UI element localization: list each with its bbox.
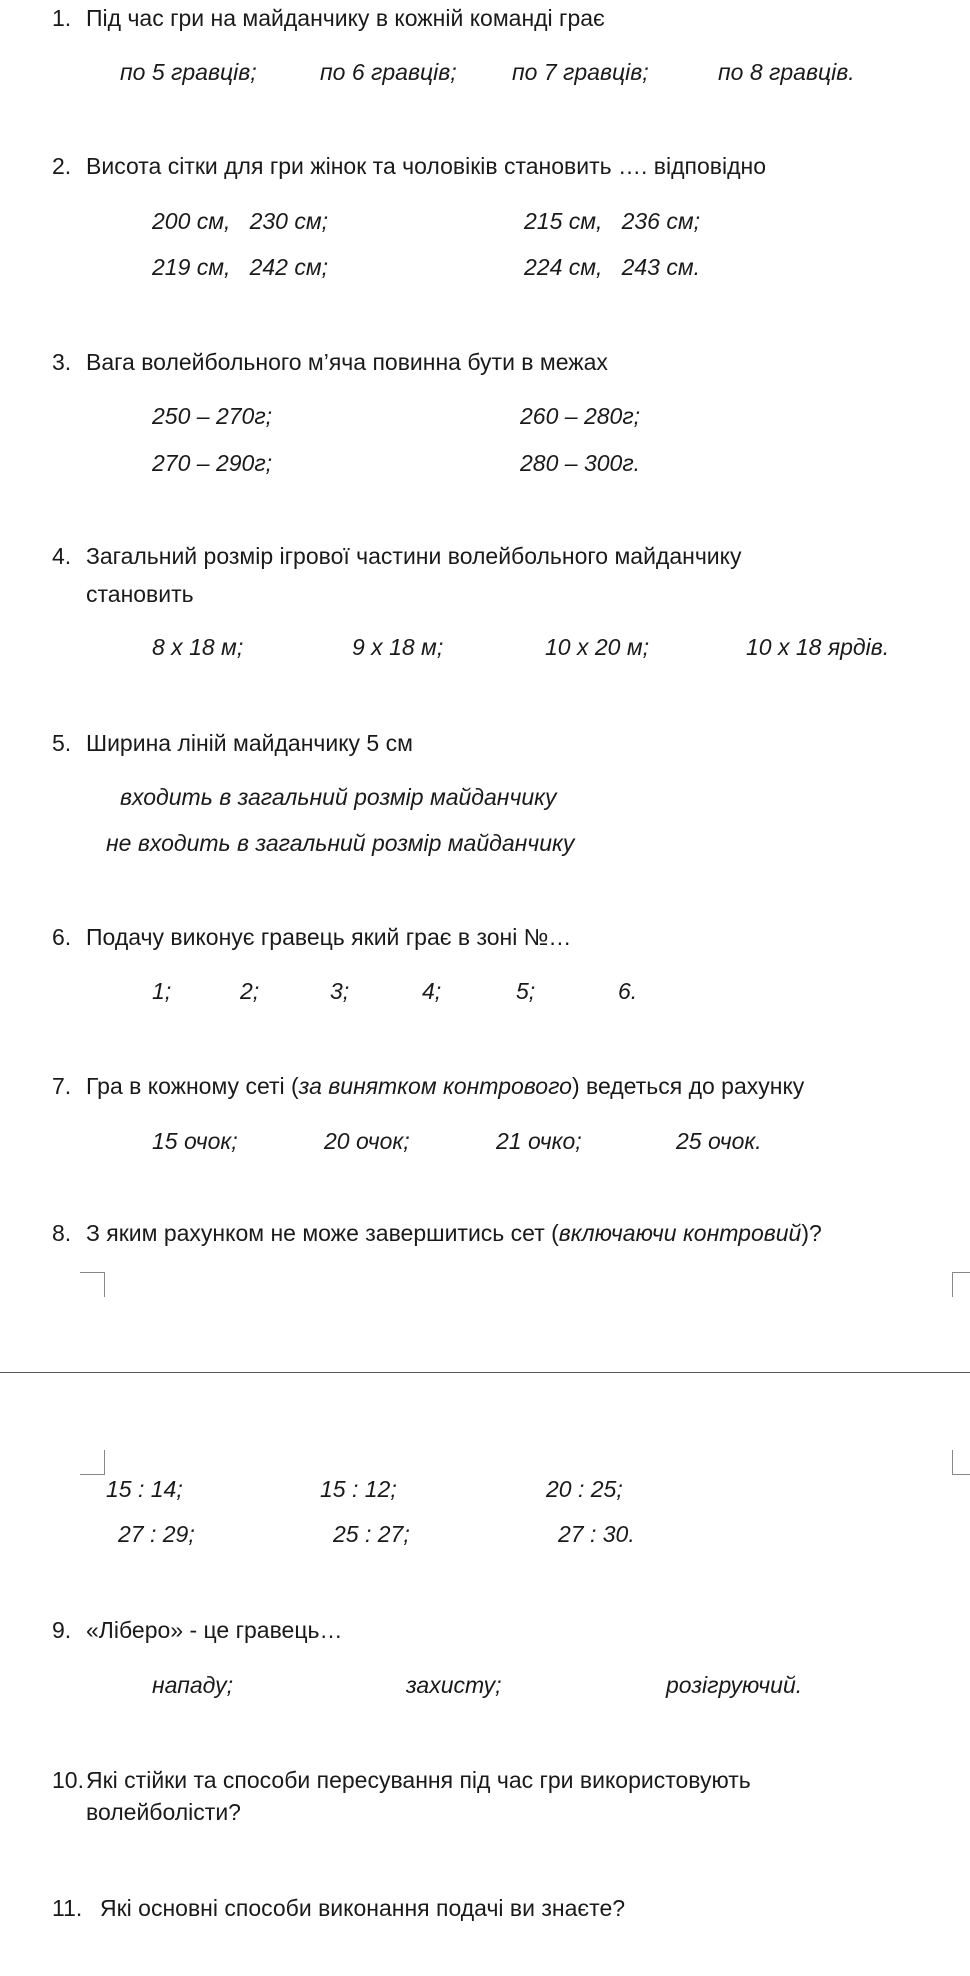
q7-option-c: 21 очко; — [496, 1128, 582, 1154]
question-1 — [52, 3, 605, 33]
q2-option-a: 200 см, 230 см; — [152, 208, 329, 234]
question-9 — [52, 1615, 343, 1645]
question-7 — [52, 1071, 804, 1101]
q8-option-e: 25 : 27; — [333, 1521, 410, 1547]
q4-option-c: 10 х 20 м; — [545, 634, 649, 660]
question-number: 6. — [52, 924, 72, 950]
q7-option-d: 25 очок. — [676, 1128, 762, 1154]
question-text: Подачу виконує гравець який грає в зоні №… — [86, 924, 572, 950]
question-text: Загальний розмір ігрової частини волейбольного майданчику — [86, 543, 742, 569]
q3-option-c: 270 – 290г; — [152, 450, 273, 476]
question-number: 3. — [52, 349, 72, 375]
q6-option-6: 6. — [618, 978, 638, 1004]
question-text: Які основні способи виконання подачі ви знаєте? — [100, 1895, 626, 1921]
q1-option-c: по 7 гравців; — [512, 59, 649, 85]
question-text-continued: становить — [86, 581, 194, 607]
q8-option-f: 27 : 30. — [558, 1521, 635, 1547]
q1-option-d: по 8 гравців. — [718, 59, 855, 85]
q9-option-c: розігруючий. — [666, 1672, 803, 1698]
q8-option-d: 27 : 29; — [118, 1521, 195, 1547]
q6-option-5: 5; — [516, 978, 536, 1004]
question-text: Під час гри на майданчику в кожній команді грає — [86, 5, 605, 31]
q5-option-b: не входить в загальний розмір майданчику — [106, 830, 575, 856]
question-text-continued: волейболісти? — [86, 1799, 241, 1825]
q1-option-a: по 5 гравців; — [120, 59, 257, 85]
question-number: 9. — [52, 1617, 72, 1643]
question-number: 8. — [52, 1220, 72, 1246]
question-text: Висота сітки для гри жінок та чоловіків становить …. відповідно — [86, 153, 767, 179]
q9-option-a: нападу; — [152, 1672, 233, 1698]
q8-option-a: 15 : 14; — [106, 1476, 183, 1502]
question-text: Які стійки та способи пересування під час гри використовують — [86, 1767, 751, 1793]
q4-option-d: 10 х 18 ярдів. — [746, 634, 890, 660]
q3-option-a: 250 – 270г; — [152, 403, 273, 429]
q7-option-b: 20 очок; — [324, 1128, 410, 1154]
question-6 — [52, 922, 571, 952]
question-8 — [52, 1218, 822, 1248]
q7-option-a: 15 очок; — [152, 1128, 238, 1154]
question-5 — [52, 728, 413, 758]
question-text-emphasis: за винятком контрового — [298, 1073, 572, 1099]
q9-option-b: захисту; — [406, 1672, 502, 1698]
q6-option-4: 4; — [422, 978, 442, 1004]
q3-option-b: 260 – 280г; — [520, 403, 641, 429]
question-10 — [52, 1765, 751, 1827]
question-number: 4. — [52, 543, 72, 569]
q4-option-a: 8 х 18 м; — [152, 634, 244, 660]
question-text-before: З яким рахунком не може завершитись сет ( — [86, 1220, 559, 1246]
question-number: 11. — [52, 1895, 83, 1921]
question-3 — [52, 347, 608, 377]
question-text: Ширина ліній майданчику 5 см — [86, 730, 413, 756]
page-corner-mark — [952, 1450, 970, 1475]
question-2 — [52, 151, 766, 181]
q2-option-d: 224 см, 243 см. — [524, 254, 701, 280]
page-corner-mark — [952, 1272, 970, 1297]
page-corner-mark — [80, 1272, 105, 1297]
question-number: 7. — [52, 1073, 72, 1099]
page-corner-mark — [80, 1450, 105, 1475]
question-text-before: Гра в кожному сеті ( — [86, 1073, 299, 1099]
page-break-line — [0, 1372, 970, 1373]
question-text-after: ) ведеться до рахунку — [571, 1073, 805, 1099]
question-number: 5. — [52, 730, 72, 756]
q3-option-d: 280 – 300г. — [520, 450, 641, 476]
question-text: «Ліберо» - це гравець… — [86, 1617, 343, 1643]
q6-option-1: 1; — [152, 978, 172, 1004]
question-number: 2. — [52, 153, 72, 179]
question-11 — [52, 1893, 625, 1923]
q6-option-2: 2; — [240, 978, 260, 1004]
question-number: 10. — [52, 1767, 84, 1793]
q1-option-b: по 6 гравців; — [320, 59, 457, 85]
q8-option-c: 20 : 25; — [546, 1476, 623, 1502]
q8-option-b: 15 : 12; — [320, 1476, 397, 1502]
question-4 — [52, 541, 741, 609]
q4-option-b: 9 х 18 м; — [352, 634, 444, 660]
question-number: 1. — [52, 5, 72, 31]
question-text-emphasis: включаючи контровий — [558, 1220, 802, 1246]
q5-option-a: входить в загальний розмір майданчику — [120, 784, 557, 810]
q6-option-3: 3; — [330, 978, 350, 1004]
q2-option-c: 219 см, 242 см; — [152, 254, 329, 280]
question-text: Вага волейбольного м’яча повинна бути в межах — [86, 349, 608, 375]
question-text-after: )? — [801, 1220, 822, 1246]
q2-option-b: 215 см, 236 см; — [524, 208, 701, 234]
